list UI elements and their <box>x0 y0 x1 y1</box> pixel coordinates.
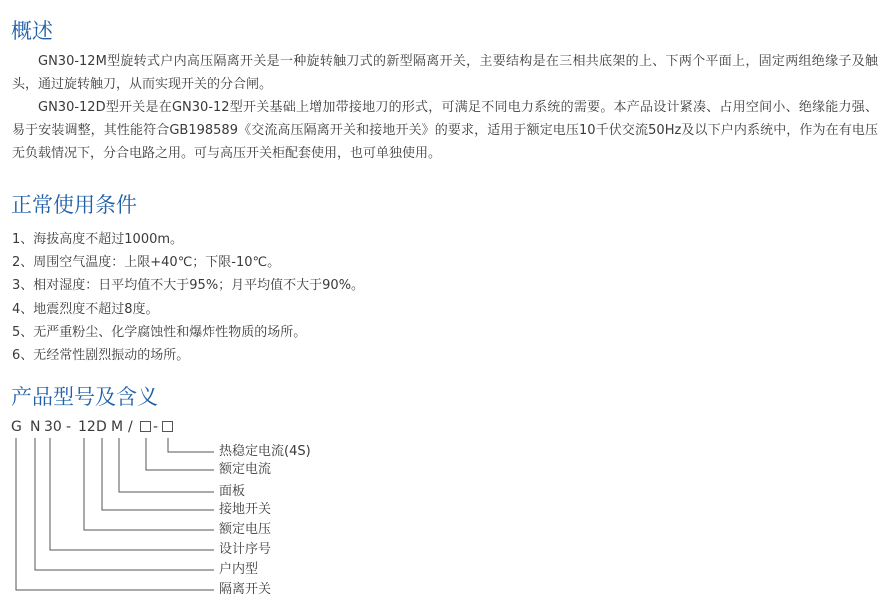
overview-heading: 概述 <box>11 19 53 43</box>
model-char-d: D <box>96 419 107 435</box>
model-char-dash-2: - <box>153 419 159 435</box>
leader-line-thermal-current <box>168 438 214 452</box>
model-char-m: M <box>111 419 124 435</box>
model-heading: 产品型号及含义 <box>11 385 158 409</box>
leader-line-rated-current <box>146 438 214 470</box>
condition-item: 2、周围空气温度：上限+40℃；下限-10℃。 <box>12 255 281 271</box>
overview-paragraph-1: GN30-12M型旋转式户内高压隔离开关是一种旋转触刀式的新型隔离开关，主要结构是在三相共底架的上、下两个平面上，固定两组绝缘子及触头，通过旋转触刀，从而实现开关的分合闸。 <box>12 54 878 92</box>
leader-line-design-serial <box>50 438 214 550</box>
model-char-dash: - <box>66 419 72 435</box>
conditions-list <box>12 228 364 367</box>
label-indoor-type: 户内型 <box>219 562 259 577</box>
label-rated-voltage: 额定电压 <box>219 522 272 537</box>
overview-paragraph-2: GN30-12D型开关是在GN30-12型开关基础上增加带接地刀的形式，可满足不同电力系统的需要。本产品设计紧凑、占用空间小、绝缘能力强、易于安装调整，其性能符合GB198589《交流高压隔离开关和接地开关》的要求，适用于额定电压10千伏交流50Hz及以下户内系统中，作为在有电压无负载情况下，分合电路之用。可与高压开关柜配套使用，也可单独使用。 <box>12 100 878 161</box>
model-designation-diagram <box>0 412 888 612</box>
label-earthing-switch: 接地开关 <box>219 502 272 517</box>
leader-lines <box>0 412 888 612</box>
condition-item: 5、无严重粉尘、化学腐蚀性和爆炸性物质的场所。 <box>12 324 307 340</box>
label-design-serial: 设计序号 <box>219 542 272 557</box>
leader-line-isolating-switch <box>16 438 214 590</box>
condition-item: 4、地震烈度不超过8度。 <box>12 301 159 317</box>
leader-line-panel <box>119 438 214 492</box>
label-isolating-switch: 隔离开关 <box>219 582 272 597</box>
conditions-heading: 正常使用条件 <box>11 193 137 217</box>
label-rated-current: 额定电流 <box>219 462 272 477</box>
model-char-g: G <box>11 419 22 435</box>
model-char-n: N <box>30 419 41 435</box>
label-panel: 面板 <box>219 484 246 499</box>
model-placeholder-box <box>140 421 151 432</box>
condition-item: 1、海拔高度不超过1000m。 <box>12 232 184 247</box>
model-char-slash: / <box>128 419 133 435</box>
condition-item: 6、无经常性剧烈振动的场所。 <box>12 348 190 364</box>
condition-item: 3、相对湿度：日平均值不大于95%；月平均值不大于90%。 <box>12 278 365 294</box>
model-placeholder-box <box>162 421 173 432</box>
label-thermal-current: 热稳定电流(4S) <box>219 444 311 459</box>
model-char-design-no: 30 <box>44 419 62 435</box>
model-char-voltage: 12 <box>78 419 96 435</box>
